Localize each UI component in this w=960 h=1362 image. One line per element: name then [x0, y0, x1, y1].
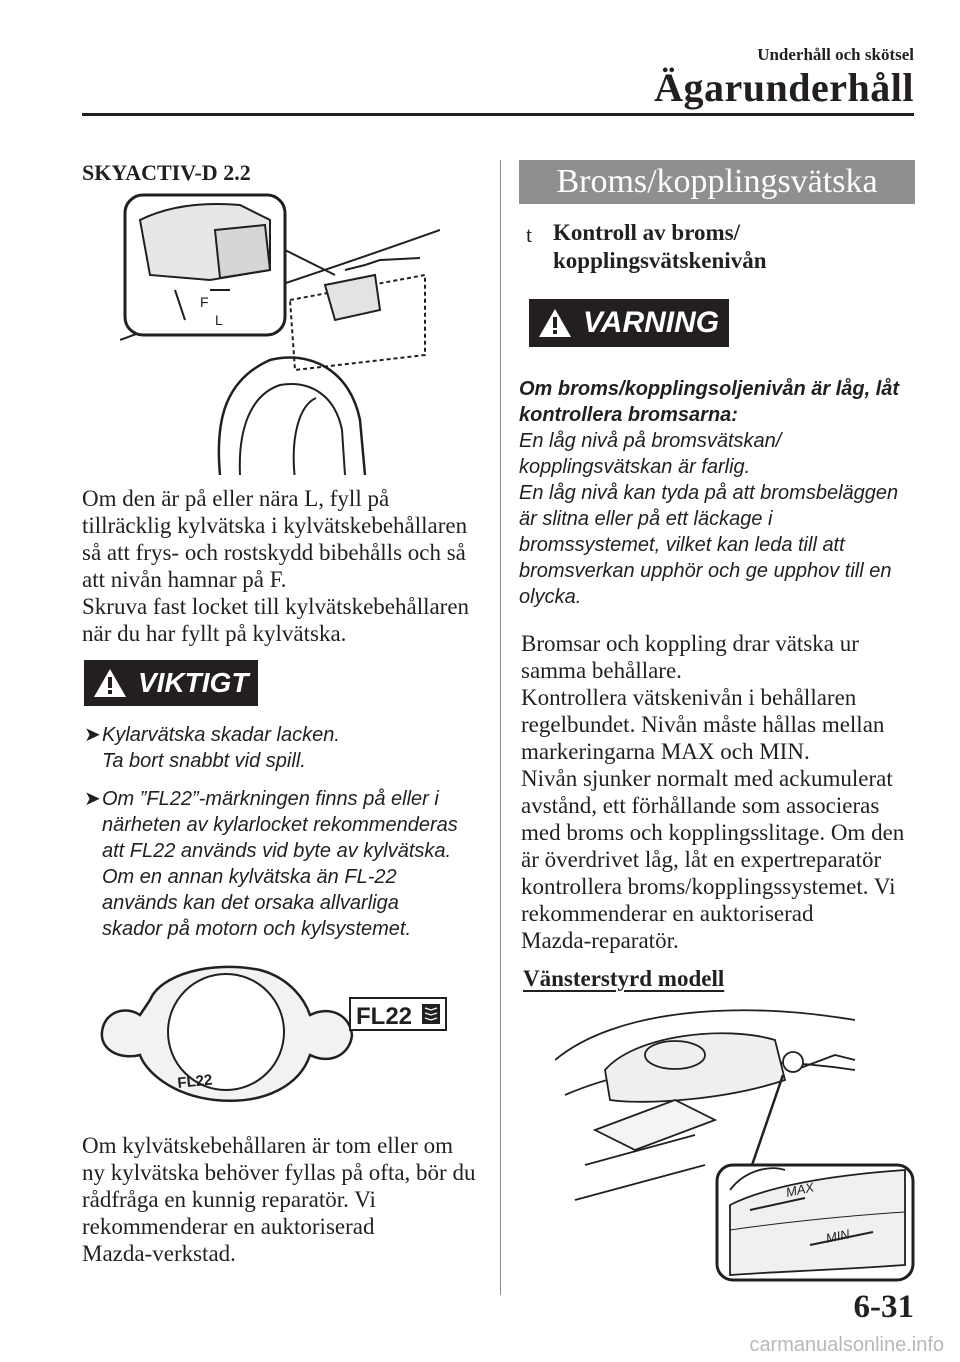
- level-mark-f: F: [200, 294, 209, 310]
- section-title: Broms/kopplingsvätska: [519, 160, 915, 204]
- engine-subtitle: SKYACTIV-D 2.2: [82, 160, 251, 185]
- text-line: Kontrollera vätskenivån i behållaren: [521, 685, 857, 710]
- text-line: En låg nivå kan tyda på att bromsbeläggen: [519, 482, 899, 504]
- brake-reservoir-figure: [555, 1000, 920, 1285]
- leader-line: [285, 250, 335, 275]
- warning-label: VARNING: [583, 306, 720, 339]
- engine-cover: [605, 1033, 785, 1102]
- text-line: Nivån sjunker normalt med ackumulerat: [521, 766, 893, 791]
- text-line: att nivån hamnar på F.: [82, 567, 287, 592]
- text-line: bromsverkan upphör och ge upphov till en: [519, 560, 892, 582]
- heading-line: Kontroll av broms/: [553, 220, 740, 245]
- battery-tray: [595, 1100, 715, 1150]
- cap-fl22-mark: FL22: [176, 1071, 214, 1092]
- text-line: Mazda-verkstad.: [82, 1241, 236, 1266]
- notice-list: [84, 722, 484, 954]
- reservoir-cap-small: [783, 1052, 803, 1072]
- arrow-icon: ➤: [84, 788, 101, 810]
- header-chapter: Ägarunderhåll: [654, 65, 914, 110]
- text-line: bromssystemet, vilket kan leda till att: [519, 534, 845, 556]
- text-line: kontrollera broms/kopplingssystemet. Vi: [521, 874, 896, 899]
- hose-right: [795, 1055, 855, 1070]
- text-line: används kan det orsaka allvarliga: [102, 892, 399, 914]
- text-line: Ta bort snabbt vid spill.: [102, 750, 306, 772]
- text-line: markeringarna MAX och MIN.: [521, 739, 810, 764]
- cap-inner-ring: [168, 974, 284, 1090]
- text-line: olycka.: [519, 586, 582, 608]
- radiator-cap-figure: [100, 960, 460, 1110]
- warning-lead-line: Om broms/kopplingsoljenivån är låg, låt: [519, 378, 900, 400]
- coolant-reservoir-figure: [120, 190, 440, 475]
- heading-line: kopplingsvätskenivån: [553, 248, 767, 273]
- brake-fluid-paragraph: [521, 630, 921, 954]
- arrow-icon: ➤: [84, 724, 101, 746]
- text-line: så att frys- och rostskydd bibehålls och så: [82, 540, 466, 565]
- warning-triangle-icon: [537, 307, 573, 339]
- header-divider: [82, 113, 914, 116]
- coolant-paragraph: [82, 485, 482, 647]
- warning-badge: [529, 299, 729, 347]
- figure-heading: Vänsterstyrd modell: [523, 966, 725, 991]
- list-item: [84, 722, 484, 774]
- warning-text: [519, 376, 919, 610]
- text-line: att FL22 används vid byte av kylvätska.: [102, 840, 452, 862]
- wheel-rim: [294, 398, 316, 475]
- list-item: [84, 786, 484, 942]
- text-line: avstånd, ett förhållande som associeras: [521, 793, 880, 818]
- text-line: tillräcklig kylvätska i kylvätskebehållaren: [82, 513, 468, 538]
- header-section: Underhåll och skötsel: [757, 45, 914, 64]
- min-label: MIN: [824, 1226, 851, 1246]
- text-line: med broms och kopplingsslitage. Om den: [521, 820, 905, 845]
- column-divider: [500, 160, 501, 1295]
- text-line: Om den är på eller nära L, fyll på: [82, 486, 390, 511]
- text-line: är överdrivet låg, låt en expertreparatör: [521, 847, 882, 872]
- warning-triangle-icon: [92, 667, 128, 699]
- reservoir-small: [325, 275, 380, 320]
- coolant-advice-paragraph: [82, 1132, 492, 1267]
- watermark: carmanualsonline.info: [749, 1334, 944, 1356]
- wheel: [240, 384, 345, 475]
- text-line: En låg nivå på bromsvätskan/: [519, 430, 782, 452]
- text-line: Om ”FL22”-märkningen finns på eller i: [102, 788, 439, 810]
- fl22-label-text: FL22: [356, 1003, 413, 1030]
- text-line: kopplingsvätskan är farlig.: [519, 456, 751, 478]
- max-label: MAX: [784, 1179, 816, 1200]
- text-line: Kylarvätska skadar lacken.: [102, 724, 340, 746]
- text-line: är slitna eller på ett läckage i: [519, 508, 773, 530]
- page-number: 6-31: [853, 1289, 914, 1325]
- text-line: Bromsar och koppling drar vätska ur: [521, 631, 859, 656]
- subsection-heading: [553, 219, 766, 275]
- reservoir-body-detail: [215, 225, 270, 278]
- text-line: rekommenderar en auktoriserad: [521, 901, 814, 926]
- warning-lead-line: kontrollera bromsarna:: [519, 404, 738, 426]
- text-line: när du har fyllt på kylvätska.: [82, 621, 347, 646]
- text-line: rekommenderar en auktoriserad: [82, 1214, 375, 1239]
- text-line: samma behållare.: [521, 658, 682, 683]
- text-line: skador på motorn och kylsystemet.: [102, 918, 412, 940]
- level-mark-l: L: [215, 312, 223, 328]
- notice-label: VIKTIGT: [138, 667, 249, 698]
- book-icon: [422, 1004, 440, 1024]
- text-line: regelbundet. Nivån måste hållas mellan: [521, 712, 885, 737]
- text-line: Mazda-reparatör.: [521, 928, 679, 953]
- text-line: närheten av kylarlocket rekommenderas: [102, 814, 458, 836]
- text-line: Skruva fast locket till kylvätskebehållaren: [82, 594, 470, 619]
- heading-marker: t: [526, 222, 533, 247]
- text-line: ny kylvätska behöver fyllas på ofta, bör du: [82, 1160, 476, 1185]
- text-line: Om kylvätskebehållaren är tom eller om: [82, 1133, 454, 1158]
- text-line: Om en annan kylvätska än FL-22: [102, 866, 397, 888]
- notice-badge: [84, 660, 258, 706]
- text-line: rådfråga en kunnig reparatör. Vi: [82, 1187, 376, 1212]
